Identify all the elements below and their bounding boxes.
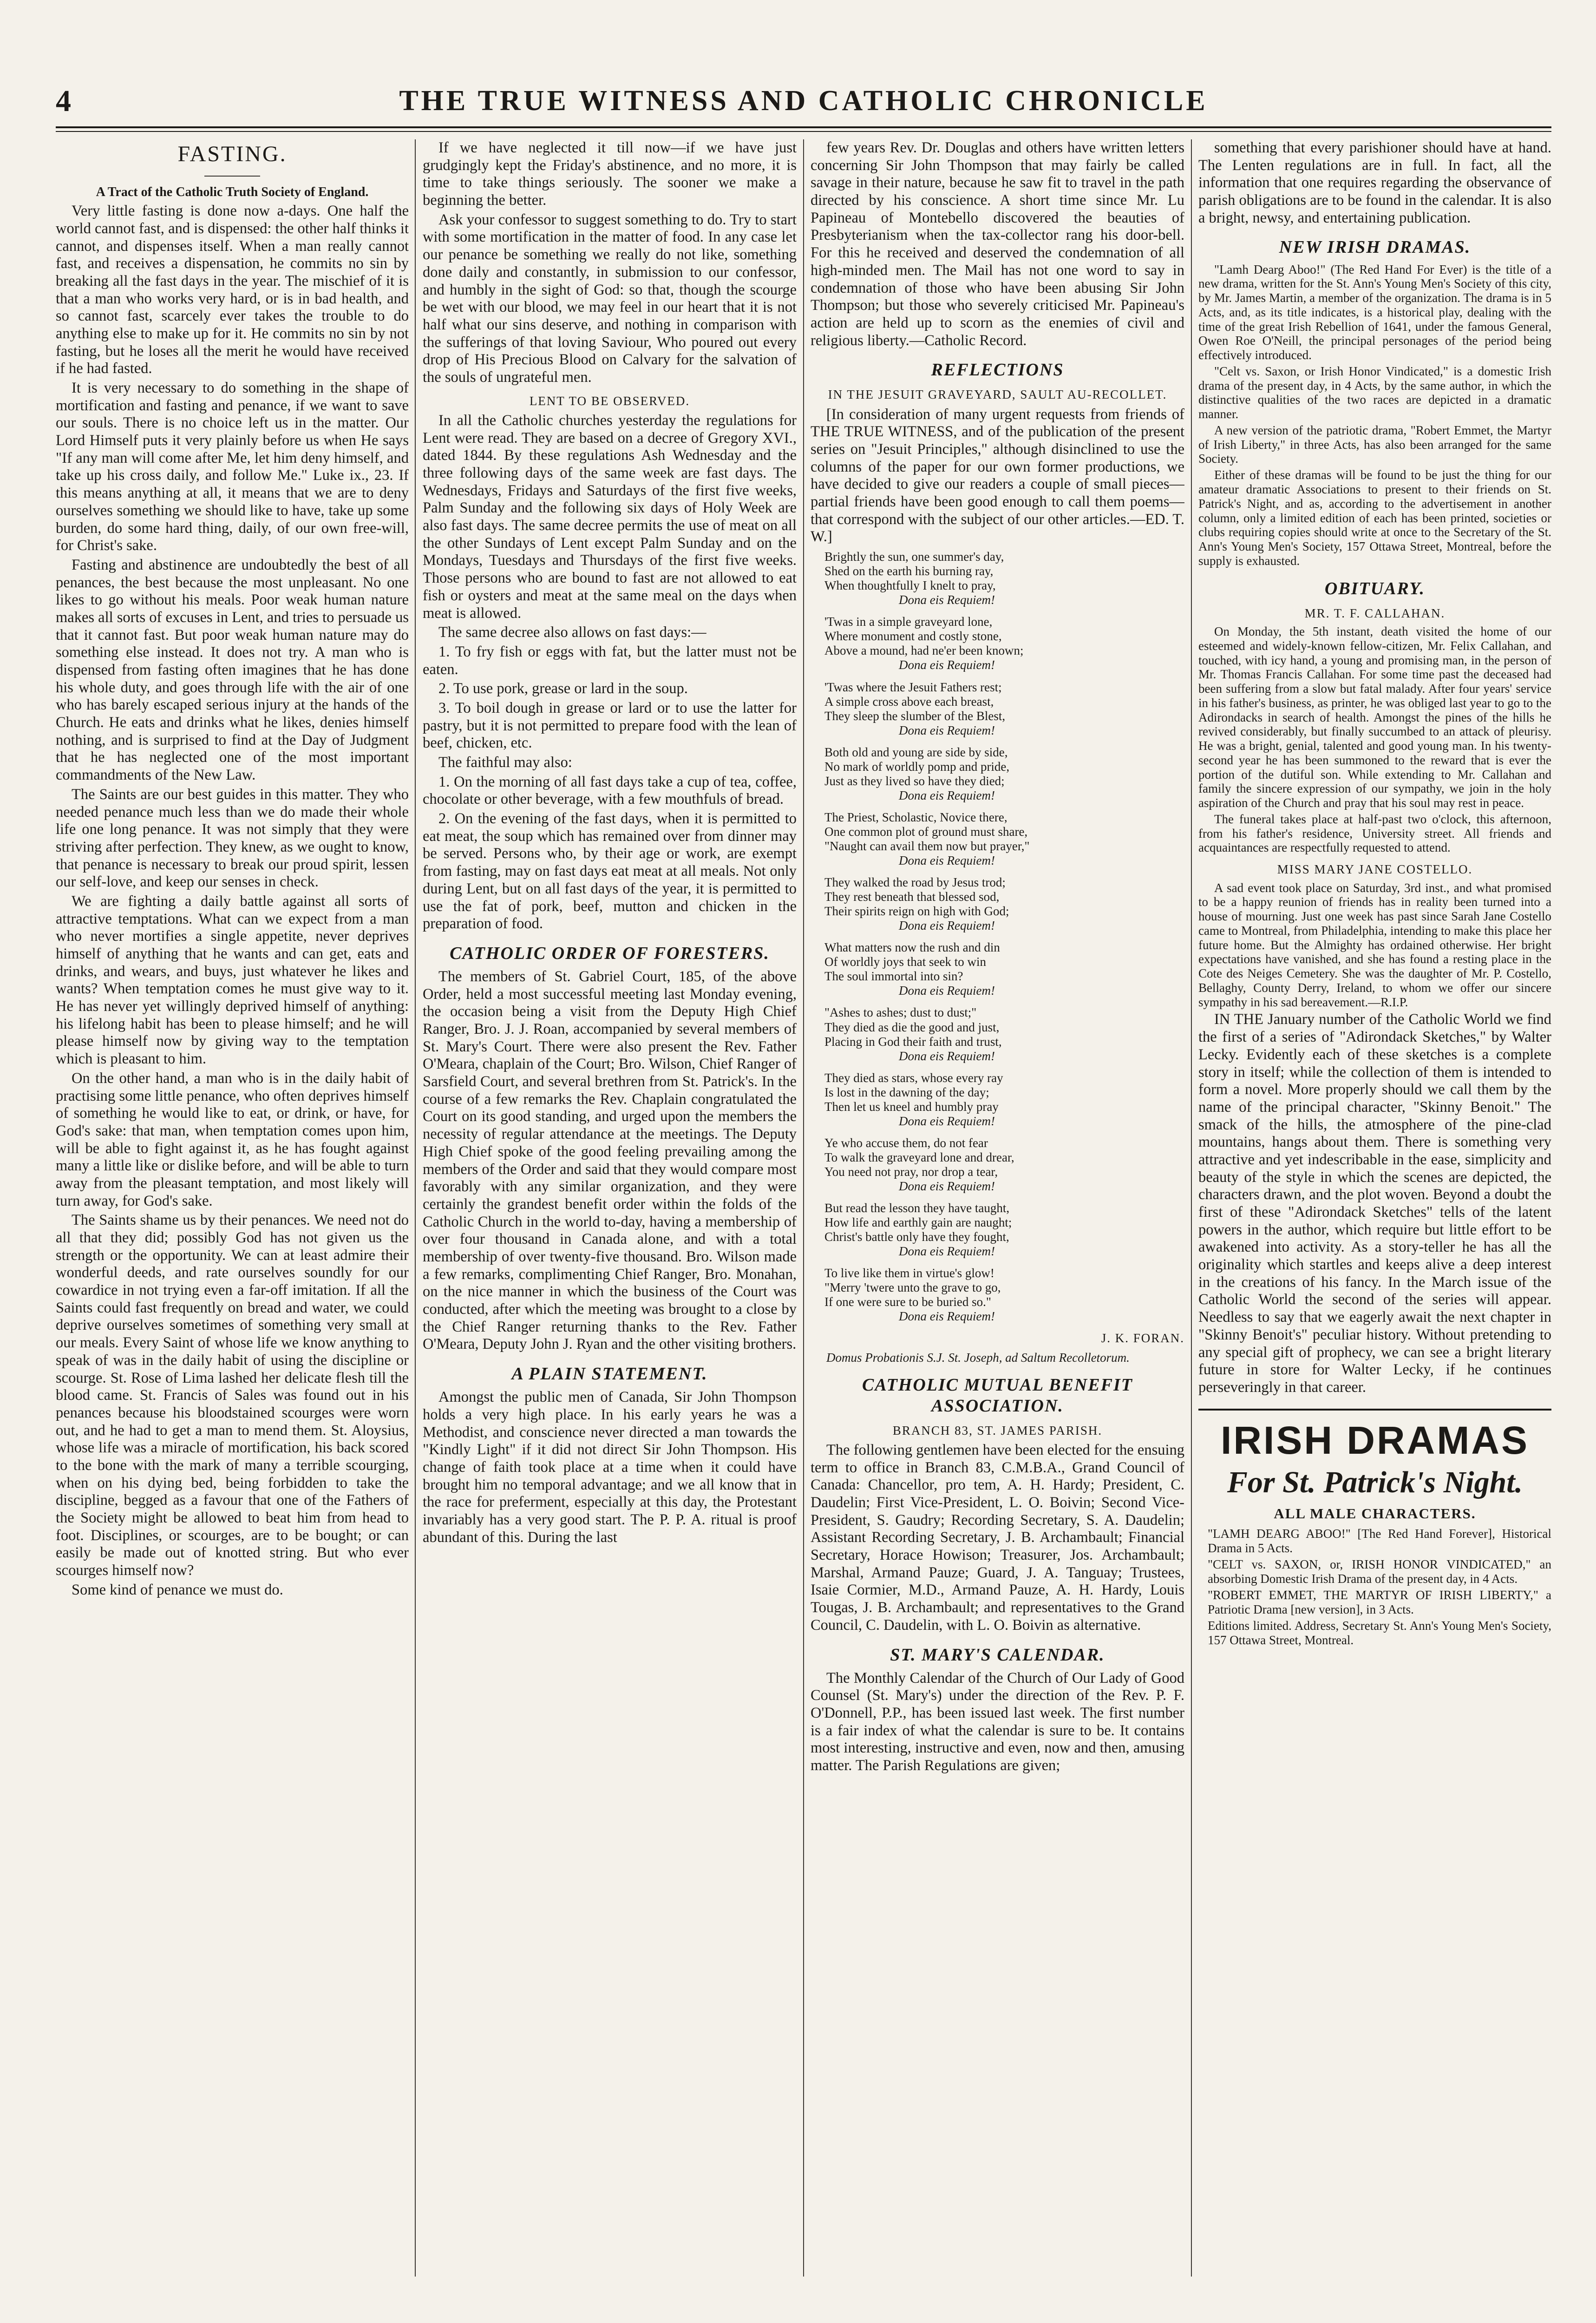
poem-line: To walk the graveyard lone and drear, — [824, 1150, 1014, 1164]
poem-refrain: Dona eis Requiem! — [899, 1244, 995, 1259]
divider — [204, 176, 260, 177]
article-title-dramas: NEW IRISH DRAMAS. — [1279, 237, 1471, 257]
paragraph: 2. To use pork, grease or lard in the soup. — [438, 680, 688, 697]
paragraph: 2. On the evening of the fast days, when it is permitted to eat meat, the soup which has remained over from dinner may be served. Persons who, by their age or work, are exempt from fasting, may on fast days eat meat at all meals. Not only during Lent, but on all fast days of the year, it is permitted to use the fat of pork, beef, mutton and chicken in the preparation of food. — [423, 810, 797, 932]
column-2 — [423, 139, 797, 2277]
poem-refrain: Dona eis Requiem! — [899, 919, 995, 933]
paragraph: Some kind of penance we must do. — [72, 1581, 283, 1598]
masthead-rule — [56, 126, 1551, 128]
poem-line: When thoughtfully I knelt to pray, — [824, 578, 996, 593]
poem-line: What matters now the rush and din — [824, 940, 1000, 955]
poem-line: 'Twas in a simple graveyard lone, — [824, 615, 993, 629]
poem-line: The Priest, Scholastic, Novice there, — [824, 810, 1007, 824]
masthead — [56, 84, 1551, 125]
paragraph: The members of St. Gabriel Court, 185, of the above Order, held a most successful meeting last Monday evening, the occasion being a visit from the Deputy High Chief Ranger, Bro. J. J. Roan, accompanied by several members of St. Mary's Court. There were also present the Rev. Father O'Meara, chaplain of the Court; Bro. Wilson, Chief Ranger of Sarsfield Court, and several brethren from St. Patrick's. In the course of a few remarks the Rev. Chaplain congratulated the Court on its good standing, and urged upon the members the necessity of regular attendance at the meetings. The Deputy High Chief spoke of the good feeling prevailing among the members of the Order and said that they would compare most favorably with any similar organization, and they were certainly the grandest benefit order within the folds of the Catholic Church in the world to-day, having a membership of over four thousand in Canada alone, and with a total membership of over twenty-five thousand. Bro. Wilson made a few remarks, complimenting Chief Ranger, Bro. Monahan, on the nice manner in which the business of the Court was conducted, after which the meeting was brought to a close by the Chief Ranger returning thanks to the Rev. Father O'Meara, Deputy John J. Ryan and the other visiting brothers. — [423, 968, 797, 1353]
poem-line: Is lost in the dawning of the day; — [824, 1085, 989, 1099]
poem-line: "Merry 'twere unto the grave to go, — [824, 1280, 1001, 1295]
paragraph: A sad event took place on Saturday, 3rd inst., and what promised to be a happy reunion of friends has in reality been turned into a house of mourning. Just one week has past since Sarah Jane Costello came to Montreal, from Philadelphia, intending to make this place her future home. But the Almighty has ordained otherwise. Her bright expectations have vanished, and she has found a resting place in the Cote des Neiges Cemetery. She was the daughter of Mr. P. Costello, Bellaghy, County Derry, Ireland, to whom we offer our sincere sympathy in his sad bereavement.—R.I.P. — [1198, 880, 1551, 1009]
obituary-name-2: MISS MARY JANE COSTELLO. — [1277, 862, 1473, 877]
poem-stanza — [824, 745, 1184, 803]
poem-line: Brightly the sun, one summer's day, — [824, 550, 1004, 564]
editor-note: [In consideration of many urgent requests from friends of THE TRUE WITNESS, and of the publication of the present series on "Jesuit Principles," although disinclined to use the columns of the paper for our own former productions, we have decided to give our readers a couple of small pieces—partial friends have been good enough to call them poems—that correspond with the subject of our other articles.—ED. T. W.] — [811, 406, 1184, 545]
paragraph: The Monthly Calendar of the Church of Our Lady of Good Counsel (St. Mary's) under the direction of the Rev. P. F. O'Donnell, P.P., has been issued last week. The first number is a fair index of what the calendar is sure to be. It contains most interesting, instructive and even, now and then, amusing matter. The Parish Regulations are given; — [811, 1669, 1184, 1774]
subhead-lent: LENT TO BE OBSERVED. — [529, 394, 690, 408]
poem-stanza — [824, 1136, 1184, 1194]
poem-stanza — [824, 1071, 1184, 1129]
poem-line: A simple cross above each breast, — [824, 694, 994, 709]
page-number: 4 — [56, 84, 71, 118]
ad-line: "CELT vs. SAXON, or, IRISH HONOR VINDICATED," an absorbing Domestic Irish Drama of the present day, in 4 Acts. — [1208, 1557, 1551, 1586]
poem-line: If one were sure to be buried so." — [824, 1295, 991, 1309]
poem-line: To live like them in virtue's glow! — [824, 1266, 994, 1280]
paragraph: On Monday, the 5th instant, death visited the home of our esteemed and widely-known fellow-citizen, Mr. Felix Callahan, and touched, with icy hand, a young and promising man, in the person of Mr. Thomas Francis Callahan. For some time past the deceased had been suffering from a slow but fatal malady. After four years' service in his father's business, as printer, he was obliged last year to go to the Adirondacks in search of health. Amongst the pines of the hills he revived considerably, but finally succumbed to an attack of pleurisy. He was a bright, genial, talented and good young man. In his twenty-second year he has been summoned to the reward that is ever the portion of the dutiful son. While extending to Mr. Callahan and family the sincere expression of our sympathy, we join in the holy aspiration of the Church and pray that his soul may rest in peace. — [1198, 624, 1551, 810]
poem — [824, 550, 1184, 1324]
poem-stanza — [824, 875, 1184, 933]
poem-stanza — [824, 550, 1184, 607]
article-subtitle: A Tract of the Catholic Truth Society of England. — [96, 184, 369, 199]
paragraph: 1. On the morning of all fast days take a cup of tea, coffee, chocolate or other beverage, with a few mouthfuls of bread. — [423, 773, 797, 808]
paragraph: The Saints shame us by their penances. We need not do all that they did; possibly God has not given us the strength or the opportunity. We can at least admire their wonderful deeds, and rate ourselves soundly for our cowardice in not trying even a far-off imitation. If all the Saints could fast frequently on bread and water, we could deprive ourselves sometimes of something very small at our meals. Every Saint of whose life we know anything to speak of was in the daily habit of using the discipline or scourge. St. Rose of Lima lashed her delicate flesh till the blood came. St. Francis of Sales was found out in his penances because his bloodstained scourges were worn out, and he had to get a man to mend them. St. Aloysius, whose life was a miracle of mortification, his back scored to the bone with the mark of many a terrible scourging, when on his dying bed, being forbidden to take the discipline, begged as a favour that one of the Fathers of the Society might be allowed to beat him from head to foot. Disciplines, or scourges, are to be bought; or can easily be made out of knotted string. But who ever scourges himself now? — [56, 1212, 409, 1579]
paragraph: IN THE January number of the Catholic World we find the first of a series of "Adirondack Sketches," by Walter Lecky. Evidently each of these sketches is a complete story in itself; while the collection of them is intended to form a novel. More properly should we call them by the name of the principal character, "Skinny Benoit." The smack of the hills, the atmosphere of the pine-clad mountains, hangs about them. There is something very attractive and yet indescribable in the ease, simplicity and beauty of the style in which the scenes are depicted, the characters drawn, and the plot woven. Beyond a doubt the first of these "Adirondack Sketches" tells of the latent powers in the author, which require but little effort to be awakened into activity. As a story-teller he has all the originality which startles and keeps alive a deep interest in the creations of his fancy. In the March issue of the Catholic World the second of the series will appear. Needless to say that we eagerly await the next chapter in "Skinny Benoit's" peculiar history. Without pretending to any special gift of prophecy, we can see a bright literary future in store for Walter Lecky, if he continues perseveringly in that career. — [1198, 1011, 1551, 1396]
poem-stanza — [824, 1201, 1184, 1259]
poem-stanza — [824, 680, 1184, 738]
poem-line: They died as stars, whose every ray — [824, 1070, 1003, 1085]
article-title-foresters: CATHOLIC ORDER OF FORESTERS. — [450, 943, 770, 963]
column-4 — [1198, 139, 1551, 2277]
paper-title: THE TRUE WITNESS AND CATHOLIC CHRONICLE — [399, 85, 1208, 117]
poem-line: Above a mound, had ne'er been known; — [824, 643, 1024, 658]
advertisement — [1198, 1409, 1551, 1647]
paragraph: few years Rev. Dr. Douglas and others have written letters concerning Sir John Thompson that may fairly be called savage in their nature, because he saw fit to travel in the path directed by his conscience. A short time since Mr. Lu Papineau of Montebello discovered the beauties of Presbyterianism when the tax-collector rang his door-bell. For this he received and deserved the condemnation of all high-minded men. The Mail has not one word to say in condemnation of those who have been abusing Sir John Thompson; but those who severely criticised Mr. Papineau's action are held up to scorn as the enemies of civil and religious liberty.—Catholic Record. — [811, 139, 1184, 349]
paragraph: The same decree also allows on fast days:— — [438, 624, 706, 641]
poem-line: Then let us kneel and humbly pray — [824, 1099, 999, 1114]
poem-refrain: Dona eis Requiem! — [899, 1114, 995, 1128]
poem-line: "Ashes to ashes; dust to dust;" — [824, 1005, 977, 1020]
paragraph: The funeral takes place at half-past two o'clock, this afternoon, from his father's residence, University street. All friends and acquaintances are respectfully requested to attend. — [1198, 812, 1551, 855]
column-1 — [56, 139, 409, 2277]
poem-line: Both old and young are side by side, — [824, 745, 1008, 759]
paragraph: We are fighting a daily battle against all sorts of attractive temptations. What can we expect from a man who never mortifies a single appetite, never deprives himself of anything that he wants and can get, eats and drinks, and wears, and buys, just whatever he likes and wants? When temptation comes he must give way to it. He has never yet willingly deprived himself of anything: his lifelong habit has been to please himself; and he will please himself now by giving way to the temptation which is pleasant to him. — [56, 892, 409, 1068]
poem-stanza — [824, 1266, 1184, 1324]
poem-line: Of worldly joys that seek to win — [824, 955, 986, 969]
paragraph: The following gentlemen have been elected for the ensuing term to office in Branch 83, C.M.B.A., Grand Council of Canada: Chancellor, pro tem, A. H. Hardy; President, C. Daudelin; First Vice-President, L. O. Boivin; Second Vice-President, S. Gaudry; Recording Secretary, S. A. Daudelin; Assistant Recording Secretary, J. B. Archambault; Financial Secretary, Horace Howison; Treasurer, Jos. Archambault; Marshal, Armand Pauze; Guard, J. A. Tanguay; Trustees, Isaie Cormier, M.D., Armand Pauze, A. H. Hardy, Louis Tougas, J. B. Archambault; and representatives to the Grand Council, C. Daudelin, with L. O. Boivin as alternative. — [811, 1441, 1184, 1634]
poem-line: Placing in God their faith and trust, — [824, 1034, 1002, 1049]
poem-line: They walked the road by Jesus trod; — [824, 875, 1006, 890]
poem-line: How life and earthly gain are naught; — [824, 1215, 1012, 1230]
poem-line: They died as die the good and just, — [824, 1020, 1000, 1034]
paragraph: Amongst the public men of Canada, Sir John Thompson holds a very high place. In his early years he was a Methodist, and conscience never directed a man towards the "Kindly Light" if it did not direct Sir John Thompson. His change of faith took place at a time when it could have brought him no temporal advantage; and we all know that in the race for preferment, especially at this day, the Protestant invariably has a very good start. The P. P. A. ritual is proof abundant of this. During the last — [423, 1389, 797, 1546]
poem-line: Ye who accuse them, do not fear — [824, 1135, 988, 1150]
paragraph: On the other hand, a man who is in the daily habit of practising some little penance, who often deprives himself of something he would like to eat, or drink, or have, for God's sake: that man, when temptation comes upon him, will be able to fight against it, as he has fought against many a little like or dislike before, and will be able to turn away from the pleasant temptation, and most likely will turn away, for God's sake. — [56, 1070, 409, 1209]
poem-refrain: Dona eis Requiem! — [899, 984, 995, 998]
poem-refrain: Dona eis Requiem! — [899, 658, 995, 672]
poem-refrain: Dona eis Requiem! — [899, 593, 995, 607]
poem-line: One common plot of ground must share, — [824, 824, 1028, 839]
article-title-reflections: REFLECTIONS — [931, 360, 1064, 380]
ad-line: "ROBERT EMMET, THE MARTYR OF IRISH LIBERTY," a Patriotic Drama [new version], in 3 Acts. — [1208, 1588, 1551, 1616]
ad-line: Editions limited. Address, Secretary St. Ann's Young Men's Society, 157 Ottawa Street, Montreal. — [1208, 1618, 1551, 1647]
article-title-fasting: FASTING. — [177, 142, 287, 166]
article-title-plain-statement: A PLAIN STATEMENT. — [511, 1364, 708, 1384]
paragraph: "Lamh Dearg Aboo!" (The Red Hand For Ever) is the title of a new drama, written for the St. Ann's Young Men's Society of this city, by Mr. James Martin, a member of the organization. The drama is in 5 Acts, and, as its title indicates, is a historical play, dealing with the time of the great Irish Rebellion of 1641, under the famous General, Owen Roe O'Neill, the principal personages of the period being effectively introduced. — [1198, 262, 1551, 362]
poem-stanza — [824, 940, 1184, 998]
poem-refrain: Dona eis Requiem! — [899, 1309, 995, 1324]
poem-stanza — [824, 1005, 1184, 1063]
ad-title: IRISH DRAMAS — [1220, 1418, 1529, 1462]
column-divider — [803, 139, 804, 2277]
poem-refrain: Dona eis Requiem! — [899, 1049, 995, 1063]
ad-line: "LAMH DEARG ABOO!" [The Red Hand Forever], Historical Drama in 5 Acts. — [1208, 1526, 1551, 1555]
obituary-name-1: MR. T. F. CALLAHAN. — [1304, 606, 1446, 620]
poem-line: No mark of worldly pomp and pride, — [824, 759, 1010, 774]
poem-refrain: Dona eis Requiem! — [899, 788, 995, 802]
article-title-cmba: CATHOLIC MUTUAL BENEFIT ASSOCIATION. — [862, 1375, 1133, 1416]
masthead-rule-thin — [56, 131, 1551, 132]
poem-stanza — [824, 615, 1184, 672]
poem-refrain: Dona eis Requiem! — [899, 853, 995, 868]
article-title-calendar: ST. MARY'S CALENDAR. — [890, 1645, 1105, 1665]
paragraph: A new version of the patriotic drama, "Robert Emmet, the Martyr of Irish Liberty," in three Acts, has also been arranged for the same Society. — [1198, 423, 1551, 466]
poem-line: They rest beneath that blessed sod, — [824, 890, 1000, 904]
poem-line: "Naught can avail them now but prayer," — [824, 839, 1030, 853]
poem-line: The soul immortal into sin? — [824, 969, 963, 984]
poem-line: Their spirits reign on high with God; — [824, 904, 1009, 919]
poem-stanza — [824, 810, 1184, 868]
poem-signature: J. K. FORAN. — [1101, 1331, 1184, 1345]
paragraph: If we have neglected it till now—if we have just grudgingly kept the Friday's abstinence, and no more, it is time to take things seriously. The sooner we make a beginning the better. — [423, 139, 797, 209]
reflections-subtitle: IN THE JESUIT GRAVEYARD, SAULT AU-RECOLLET. — [828, 387, 1167, 402]
poem-line: Christ's battle only have they fought, — [824, 1230, 1009, 1244]
poem-line: 'Twas where the Jesuit Fathers rest; — [824, 680, 1002, 694]
paragraph: Ask your confessor to suggest something to do. Try to start with some mortification in the matter of food. In any case let our penance be something we really do not like, something done daily and constantly, in submission to our confessor, and humbly in the sight of God: so that, though the scourge be wet with our blood, we may feel in our heart that it is not half what our sins deserve, and nothing in comparison with the sufferings of that loving Saviour, Who poured out every drop of His Precious Blood on Calvary for the salvation of the souls of ungrateful men. — [423, 211, 797, 386]
column-divider — [415, 139, 416, 2277]
poem-line: You need not pray, nor drop a tear, — [824, 1164, 998, 1179]
ad-subtitle: For St. Patrick's Night. — [1227, 1465, 1523, 1499]
paragraph: It is very necessary to do something in the shape of mortification and fasting and penance, if we want to save our souls. There is no choice left us in the matter. Our Lord Himself puts it very plainly before us when He says "If any man will come after Me, let him deny himself, and take up his cross daily, and follow Me." Luke ix., 23. If this means anything at all, it means that we are to deny ourselves something we should like to have, take up some burden, do some hard thing, daily, of our own free-will, for Christ's sake. — [56, 380, 409, 554]
poem-line: Shed on the earth his burning ray, — [824, 564, 994, 578]
poem-line: Where monument and costly stone, — [824, 629, 1002, 643]
poem-line: But read the lesson they have taught, — [824, 1201, 1010, 1215]
paragraph: Either of these dramas will be found to be just the thing for our amateur dramatic Associations to present to their friends on St. Patrick's Night, and as, according to the advertisement in another column, only a limited edition of each has been printed, societies or clubs requiring copies should write at once to the Secretary of the St. Ann's Young Men's Society, 157 Ottawa Street, Montreal, before the supply is exhausted. — [1198, 468, 1551, 568]
paragraph: "Celt vs. Saxon, or Irish Honor Vindicated," is a domestic Irish drama of the present day, in 4 Acts, by the same author, in which the distinctive qualities of the two races are depicted in a dramatic manner. — [1198, 364, 1551, 421]
poem-refrain: Dona eis Requiem! — [899, 723, 995, 737]
article-title-obituary: OBITUARY. — [1324, 578, 1426, 598]
poem-refrain: Dona eis Requiem! — [899, 1179, 995, 1193]
branch-subtitle: BRANCH 83, ST. JAMES PARISH. — [892, 1423, 1103, 1437]
paragraph: 1. To fry fish or eggs with fat, but the latter must not be eaten. — [423, 643, 797, 678]
paragraph: 3. To boil dough in grease or lard or to use the latter for pastry, but it is not permitted to prepare food with the lean of beef, chicken, etc. — [423, 699, 797, 752]
ad-note: ALL MALE CHARACTERS. — [1274, 1505, 1476, 1522]
paragraph: The Saints are our best guides in this matter. They who needed penance much less than we do made their whole life one long penance. It was not simply that they were striving after perfection. They knew, as we ought to know, that penance is necessary to break our proud spirit, lessen our self-love, and keep our senses in check. — [56, 786, 409, 891]
paragraph: In all the Catholic churches yesterday the regulations for Lent were read. They are based on a decree of Gregory XVI., dated 1844. By these regulations Ash Wednesday and the three following days of the same week are fast days. The Wednesdays, Fridays and Saturdays of the first five weeks, Palm Sunday and the following six days of Holy Week are also fast days. The same decree permits the use of meat on all the other Sundays of Lent except Palm Sunday and on the Mondays, Tuesdays and Thursdays of the first five weeks. Those persons who are bound to fast are not allowed to eat fish or oysters and meat at the same meal on the days when meat is allowed. — [423, 412, 797, 622]
paragraph: Very little fasting is done now a-days. One half the world cannot fast, and is dispensed: the other half thinks it cannot, and dispenses itself. When a man really cannot fast, and receives a dispensation, he commits no sin by breaking all the fast days in the year. The mischief of it is that a man who works very hard, or is in bad health, and so cannot fast, scarcely ever takes the trouble to do anything else to make up for it. He commits no sin by not fasting, but he loses all the merit he would have received if he had fasted. — [56, 203, 409, 377]
paragraph: something that every parishioner should have at hand. The Lenten regulations are in full. In fact, all the information that one requires regarding the observance of parish obligations are to be found in the calendar. It is also a bright, newsy, and entertaining publication. — [1198, 139, 1551, 226]
paragraph: Fasting and abstinence are undoubtedly the best of all penances, the best because the most unpleasant. No one likes to go without his meals. Poor weak human nature makes all sorts of excuses in Lent, and tries to persuade us that it cannot fast. But poor weak human nature may do something else instead. It does not try. A man who is dispensed from fasting often imagines that he has done his whole duty, and goes through life with the air of one who has barely escaped serious injury at the hands of the Church. He eats and drinks what he likes, denies himself nothing, and is surprised to find at the Day of Judgment that he has neglected one of the most important commandments of the New Law. — [56, 556, 409, 784]
poem-line: Just as they lived so have they died; — [824, 774, 1005, 788]
paragraph: The faithful may also: — [438, 754, 572, 771]
column-divider — [1191, 139, 1192, 2277]
column-3 — [811, 139, 1184, 2277]
poem-line: They sleep the slumber of the Blest, — [824, 709, 1006, 723]
dateline: Domus Probationis S.J. St. Joseph, ad Saltum Recolletorum. — [826, 1350, 1130, 1365]
